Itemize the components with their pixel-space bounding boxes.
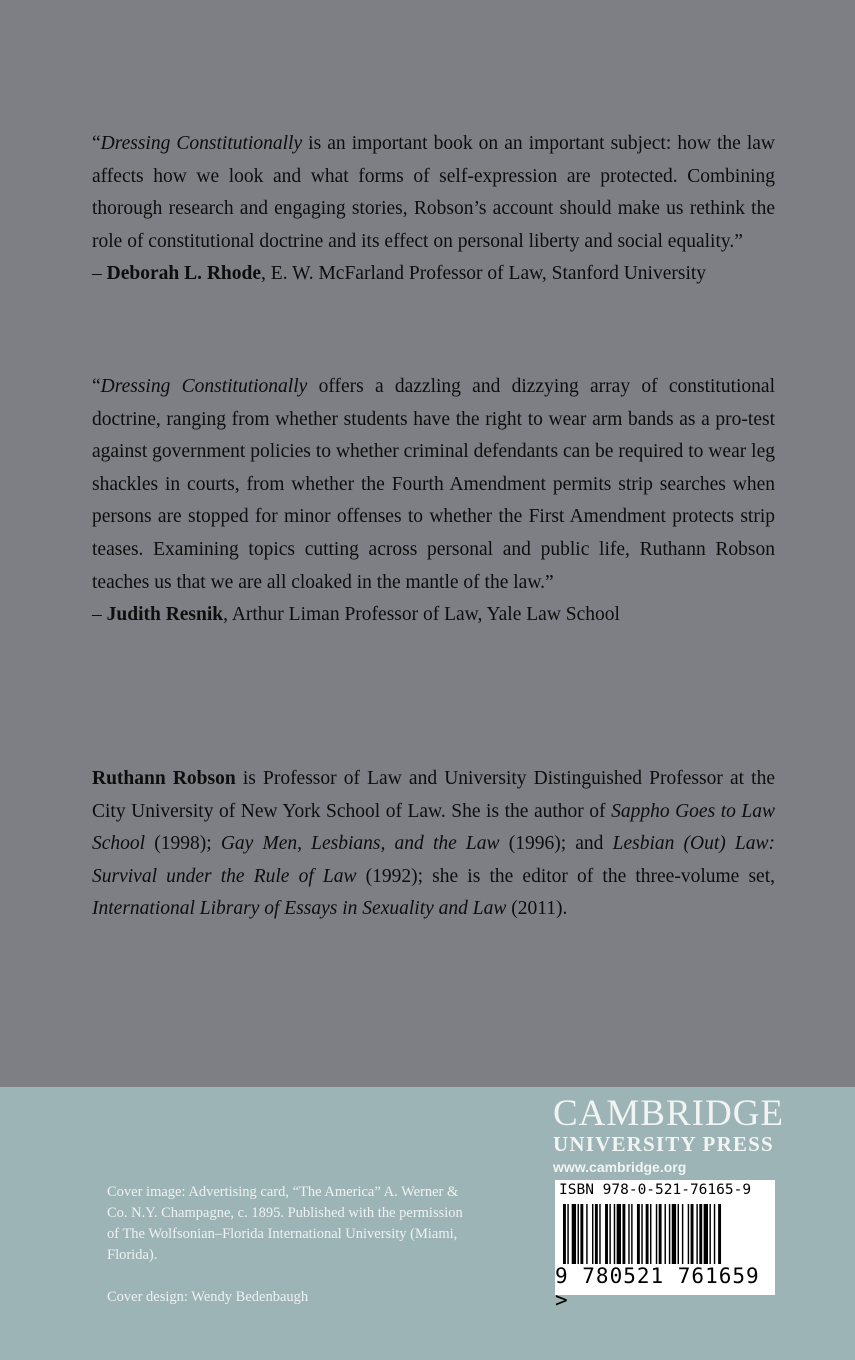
barcode-bar: [659, 1204, 662, 1264]
cover-credits: [107, 1182, 467, 1308]
isbn-digits: 9 780521 761659 >: [555, 1264, 760, 1312]
barcode-bar: [563, 1204, 566, 1264]
barcode-bar: [696, 1204, 697, 1264]
barcode-bar: [580, 1204, 583, 1264]
quote-resnik-attribution: – Judith Resnik, Arthur Liman Professor of Law, Yale Law School: [92, 604, 620, 626]
publisher-press: UNIVERSITY PRESS: [553, 1132, 774, 1156]
barcode-bar: [718, 1204, 721, 1264]
barcode-bar: [578, 1204, 579, 1264]
barcode-bar: [628, 1204, 629, 1264]
barcode-bar: [704, 1204, 708, 1264]
barcode-bar: [650, 1204, 651, 1264]
publisher-logo: [553, 1093, 785, 1178]
barcode-bar: [592, 1204, 593, 1264]
barcode-bar: [699, 1204, 702, 1264]
isbn-barcode: [555, 1180, 775, 1312]
barcode-bar: [678, 1204, 679, 1264]
barcode-bar: [586, 1204, 587, 1264]
barcode-bar: [682, 1204, 683, 1264]
barcode-bar: [599, 1204, 600, 1264]
author-bio: Ruthann Robson is Professor of Law and University Distinguished Professor at the City University of New York School of Law. She is the author of Sappho Goes to Law School (1998); Gay Men, Lesbians, and the Law (1996); and Lesbian (Out) Law: Survival under the Rule of Law (1992); she is the editor of the three-volume set, International Library of Essays in Sexuality and Law (2011).: [92, 768, 776, 920]
barcode-bar: [646, 1204, 649, 1264]
quote-resnik-text: “Dressing Constitutionally offers a dazzling and dizzying array of constitutional doctrine, ranging from whether students have the right to wear arm bands as a pro-test against government policies to whether criminal defendants can be required to wear leg shackles in courts, from whether the Fourth Amendment permits strip searches when persons are stopped for minor offenses to whether the First Amendment protects strip teases. Examining topics cutting across personal and public life, Ruthann Robson teaches us that we are all cloaked in the mantle of the law.”: [92, 376, 775, 593]
barcode-bar: [665, 1204, 666, 1264]
quote-rhode: [92, 128, 775, 291]
quote-resnik: [92, 371, 775, 632]
barcode-bar: [714, 1204, 715, 1264]
barcode-bar: [605, 1204, 608, 1264]
publisher-url[interactable]: www.cambridge.org: [553, 1159, 687, 1175]
publisher-name: CAMBRIDGE: [553, 1093, 785, 1134]
barcode-bar: [709, 1204, 710, 1264]
barcode-bar: [567, 1204, 568, 1264]
barcode-bar: [595, 1204, 598, 1264]
barcode-bar: [672, 1204, 676, 1264]
barcode-bar: [631, 1204, 632, 1264]
barcode-bar: [622, 1204, 625, 1264]
cover-image-credit: Cover image: Advertising card, “The America” A. Werner & Co. N.Y. Champagne, c. 1895. Published with the permission of The Wolfsonian–Florida International University (Miami, Florida).: [107, 1184, 463, 1263]
barcode-bar: [656, 1204, 657, 1264]
isbn-label: ISBN 978-0-521-76165-9: [559, 1182, 752, 1198]
quote-rhode-text: “Dressing Constitutionally is an important book on an important subject: how the law affects how we look and what forms of self-expression are protected. Combining thorough research and engaging stories, Robson’s account should make us rethink the role of constitutional doctrine and its effect on personal liberty and social equality.”: [92, 133, 776, 252]
barcode-bar: [617, 1204, 621, 1264]
barcode-bar: [637, 1204, 640, 1264]
barcode-bar: [641, 1204, 642, 1264]
barcode-bar: [572, 1204, 576, 1264]
barcode-icon: [563, 1204, 767, 1266]
quote-rhode-attribution: – Deborah L. Rhode, E. W. McFarland Professor of Law, Stanford University: [92, 263, 707, 285]
cover-design-credit: Cover design: Wendy Bedenbaugh: [107, 1289, 309, 1305]
barcode-bar: [669, 1204, 670, 1264]
barcode-bar: [614, 1204, 615, 1264]
barcode-bar: [691, 1204, 694, 1264]
barcode-bar: [688, 1204, 689, 1264]
barcode-bar: [609, 1204, 610, 1264]
